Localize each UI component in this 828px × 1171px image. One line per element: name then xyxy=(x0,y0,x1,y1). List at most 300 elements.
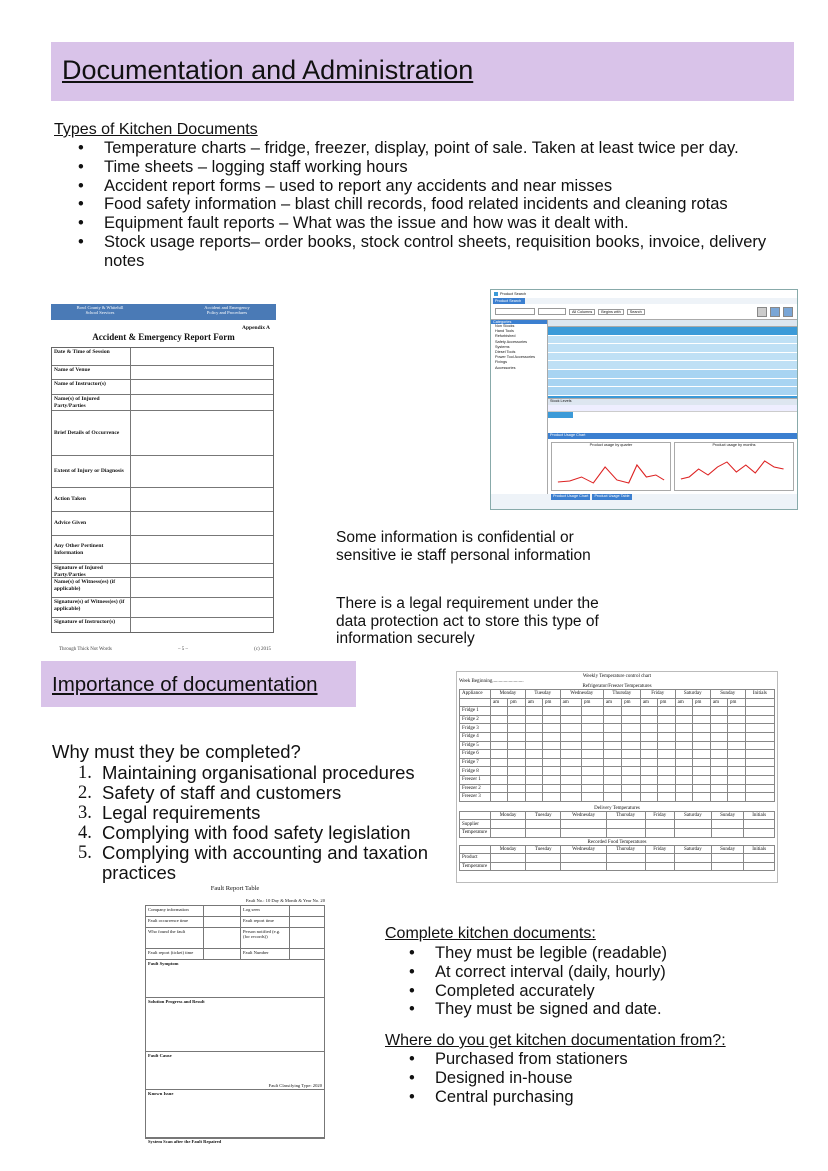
table-row[interactable] xyxy=(548,344,797,353)
category-item[interactable]: Hand Tools xyxy=(495,329,514,334)
fault-label: Log seen xyxy=(241,906,291,916)
temp-cell[interactable] xyxy=(640,750,657,759)
table-row[interactable] xyxy=(548,387,797,396)
temp-cell[interactable] xyxy=(606,828,645,837)
temp-cell[interactable] xyxy=(603,784,621,793)
temp-cell[interactable] xyxy=(675,715,692,724)
list-item: 3. Legal requirements xyxy=(78,802,261,823)
temp-cell[interactable] xyxy=(728,775,746,784)
temp-cell[interactable] xyxy=(658,775,676,784)
table-row[interactable] xyxy=(548,370,797,379)
table-row[interactable] xyxy=(548,327,797,336)
temp-cell[interactable] xyxy=(561,820,606,829)
temp-cell[interactable] xyxy=(622,775,641,784)
temp-cell[interactable] xyxy=(745,793,774,802)
temp-cell[interactable] xyxy=(491,758,508,767)
fault-section: Solution Progress and Result xyxy=(146,998,324,1052)
temp-cell[interactable] xyxy=(745,784,774,793)
temp-cell[interactable] xyxy=(675,767,692,776)
fault-section: System Scan after the Fault Repaired xyxy=(148,1139,222,1144)
temp-cell[interactable] xyxy=(640,784,657,793)
list-item: • Time sheets – logging staff working hours xyxy=(54,158,814,177)
day-header: Saturday xyxy=(674,811,711,820)
temp-cell[interactable] xyxy=(640,715,657,724)
temp-cell[interactable] xyxy=(728,793,746,802)
fault-value[interactable] xyxy=(290,906,324,916)
appliance-label: Fridge 6 xyxy=(460,750,491,759)
temp-cell[interactable] xyxy=(745,732,774,741)
appliance-label: Fridge 7 xyxy=(460,758,491,767)
temp-cell[interactable] xyxy=(525,707,542,716)
window-titlebar xyxy=(491,290,797,298)
delivery-table xyxy=(459,811,775,838)
temp-cell[interactable] xyxy=(543,758,561,767)
category-tree xyxy=(491,320,548,494)
temp-cell[interactable] xyxy=(674,862,711,871)
temp-cell[interactable] xyxy=(728,715,746,724)
temp-cell[interactable] xyxy=(603,732,621,741)
temp-cell[interactable] xyxy=(491,793,508,802)
temp-cell[interactable] xyxy=(658,750,676,759)
form-field-label: Brief Details of Occurrence xyxy=(52,411,131,455)
temp-cell[interactable] xyxy=(526,820,561,829)
temp-cell[interactable] xyxy=(728,750,746,759)
temp-cell[interactable] xyxy=(622,741,641,750)
temp-cell[interactable] xyxy=(491,767,508,776)
temp-cell[interactable] xyxy=(640,707,657,716)
temp-cell[interactable] xyxy=(675,784,692,793)
search-input[interactable] xyxy=(495,308,535,315)
temp-cell[interactable] xyxy=(560,707,581,716)
toolbar-icon[interactable] xyxy=(757,307,767,317)
temp-cell[interactable] xyxy=(560,775,581,784)
temp-cell[interactable] xyxy=(543,707,561,716)
temp-cell[interactable] xyxy=(526,862,561,871)
temp-cell[interactable] xyxy=(710,775,727,784)
temp-cell[interactable] xyxy=(491,724,508,733)
temp-cell[interactable] xyxy=(622,707,641,716)
fridge-table xyxy=(459,689,775,802)
window-title: Product Search xyxy=(500,292,527,296)
temp-cell[interactable] xyxy=(491,732,508,741)
temp-cell[interactable] xyxy=(658,758,676,767)
temp-cell[interactable] xyxy=(581,758,603,767)
temp-cell[interactable] xyxy=(745,741,774,750)
temp-cell[interactable] xyxy=(622,724,641,733)
form-footer-left: Through Thick Not Words xyxy=(59,647,112,652)
temp-cell[interactable] xyxy=(581,715,603,724)
temp-cell[interactable] xyxy=(491,741,508,750)
form-field-value[interactable] xyxy=(131,380,273,394)
temp-cell[interactable] xyxy=(491,820,526,829)
legal-text: There is a legal requirement under the data protection act to store this type of information securely xyxy=(336,595,599,647)
temp-cell[interactable] xyxy=(745,750,774,759)
temp-cell[interactable] xyxy=(710,784,727,793)
temp-cell[interactable] xyxy=(693,758,711,767)
temp-cell[interactable] xyxy=(640,775,657,784)
temp-cell[interactable] xyxy=(728,767,746,776)
temp-cell[interactable] xyxy=(728,784,746,793)
temp-cell[interactable] xyxy=(693,750,711,759)
temp-cell[interactable] xyxy=(543,741,561,750)
fault-value[interactable] xyxy=(290,928,324,948)
table-row[interactable] xyxy=(548,336,797,345)
temp-cell[interactable] xyxy=(711,862,743,871)
form-field-value[interactable] xyxy=(131,395,273,410)
stock-levels-grid xyxy=(548,405,797,433)
temp-cell[interactable] xyxy=(525,750,542,759)
temp-cell[interactable] xyxy=(674,820,711,829)
temp-cell[interactable] xyxy=(744,862,775,871)
category-item[interactable]: Safety Accessories xyxy=(495,339,528,344)
temp-cell[interactable] xyxy=(658,732,676,741)
fault-row xyxy=(146,917,324,928)
category-item[interactable]: Refurbished xyxy=(495,334,516,339)
temp-cell[interactable] xyxy=(710,793,727,802)
fault-value[interactable] xyxy=(204,906,241,916)
temp-cell[interactable] xyxy=(728,707,746,716)
temp-cell[interactable] xyxy=(491,862,526,871)
temp-cell[interactable] xyxy=(526,854,561,863)
temp-cell[interactable] xyxy=(543,775,561,784)
temp-cell[interactable] xyxy=(728,758,746,767)
temp-cell[interactable] xyxy=(745,758,774,767)
temp-cell[interactable] xyxy=(658,715,676,724)
temp-cell[interactable] xyxy=(675,750,692,759)
temp-cell[interactable] xyxy=(728,732,746,741)
window-tab[interactable]: Product Search xyxy=(493,298,525,304)
temp-cell[interactable] xyxy=(645,828,674,837)
ampm-header: pm xyxy=(728,698,746,707)
temp-cell[interactable] xyxy=(622,784,641,793)
list-item: 5. Complying with accounting and taxation practices xyxy=(78,842,428,883)
temp-cell[interactable] xyxy=(603,741,621,750)
day-header: Friday xyxy=(645,811,674,820)
temp-cell[interactable] xyxy=(645,854,674,863)
temp-cell[interactable] xyxy=(606,820,645,829)
temp-cell[interactable] xyxy=(693,724,711,733)
category-item[interactable]: Accessories xyxy=(495,365,516,370)
form-footer-mid: – 5 – xyxy=(178,647,189,652)
ampm-header: am xyxy=(525,698,542,707)
temp-cell[interactable] xyxy=(658,767,676,776)
temp-cell[interactable] xyxy=(525,775,542,784)
temp-cell[interactable] xyxy=(674,854,711,863)
category-item[interactable]: Non Stocks xyxy=(495,324,515,328)
temp-cell[interactable] xyxy=(491,775,508,784)
temp-cell[interactable] xyxy=(491,828,526,837)
temp-cell[interactable] xyxy=(543,767,561,776)
temp-cell[interactable] xyxy=(606,862,645,871)
temp-cell[interactable] xyxy=(675,724,692,733)
fault-label: Fault Number xyxy=(241,949,291,959)
temp-cell[interactable] xyxy=(543,715,561,724)
form-field-value[interactable] xyxy=(131,564,273,577)
form-field-value[interactable] xyxy=(131,618,273,632)
temp-cell[interactable] xyxy=(581,707,603,716)
ampm-header: am xyxy=(491,698,508,707)
category-item[interactable]: Systems xyxy=(495,344,510,349)
temp-cell[interactable] xyxy=(560,784,581,793)
category-item[interactable]: Fixings xyxy=(495,360,508,365)
fault-label: Fault report time xyxy=(241,917,291,927)
appliance-label: Freezer 2 xyxy=(460,784,491,793)
temp-cell[interactable] xyxy=(526,828,561,837)
temp-cell[interactable] xyxy=(581,775,603,784)
temp-cell[interactable] xyxy=(508,732,526,741)
temp-cell[interactable] xyxy=(606,854,645,863)
temp-cell[interactable] xyxy=(581,784,603,793)
temp-cell[interactable] xyxy=(710,758,727,767)
temp-cell[interactable] xyxy=(711,854,743,863)
temp-cell[interactable] xyxy=(508,784,526,793)
list-item: • They must be signed and date. xyxy=(385,1000,805,1019)
temp-cell[interactable] xyxy=(745,715,774,724)
temp-cell[interactable] xyxy=(693,775,711,784)
temp-cell[interactable] xyxy=(581,793,603,802)
temp-cell[interactable] xyxy=(640,724,657,733)
ampm-header: pm xyxy=(658,698,676,707)
temp-cell[interactable] xyxy=(693,793,711,802)
temp-cell[interactable] xyxy=(622,715,641,724)
temp-cell[interactable] xyxy=(491,715,508,724)
temp-cell[interactable] xyxy=(525,793,542,802)
appliance-label: Fridge 5 xyxy=(460,741,491,750)
usage-chart-quarter-plot xyxy=(552,447,670,487)
temp-cell[interactable] xyxy=(561,828,606,837)
temp-cell[interactable] xyxy=(674,828,711,837)
temp-cell[interactable] xyxy=(640,758,657,767)
temp-cell[interactable] xyxy=(543,750,561,759)
category-item[interactable]: Diesel Tools xyxy=(495,350,516,355)
table-row[interactable] xyxy=(548,361,797,370)
temp-cell[interactable] xyxy=(710,715,727,724)
toolbar-icon[interactable] xyxy=(783,307,793,317)
fault-value[interactable] xyxy=(204,917,241,927)
form-field-value[interactable] xyxy=(131,488,273,511)
form-field-value[interactable] xyxy=(131,366,273,379)
temp-cell[interactable] xyxy=(640,793,657,802)
search-button[interactable]: Search xyxy=(627,309,645,315)
temp-cell[interactable] xyxy=(744,854,775,863)
bottom-tab[interactable]: Product Usage Chart xyxy=(553,494,589,498)
temp-cell[interactable] xyxy=(603,707,621,716)
temp-cell[interactable] xyxy=(728,724,746,733)
form-field-value[interactable] xyxy=(131,536,273,563)
fault-value[interactable] xyxy=(204,928,241,948)
temp-cell[interactable] xyxy=(675,775,692,784)
all-columns-button[interactable]: All Columns xyxy=(569,309,595,315)
temp-cell[interactable] xyxy=(508,724,526,733)
temp-cell[interactable] xyxy=(710,724,727,733)
temp-cell[interactable] xyxy=(560,767,581,776)
temp-cell[interactable] xyxy=(622,793,641,802)
fault-value[interactable] xyxy=(204,949,241,959)
temp-cell[interactable] xyxy=(525,741,542,750)
temp-cell[interactable] xyxy=(508,715,526,724)
temp-cell[interactable] xyxy=(745,767,774,776)
temp-cell[interactable] xyxy=(508,775,526,784)
temp-chart-title: Weekly Temperature control chart xyxy=(582,674,652,679)
temp-cell[interactable] xyxy=(645,862,674,871)
temp-cell[interactable] xyxy=(508,758,526,767)
temp-cell[interactable] xyxy=(693,741,711,750)
temp-cell[interactable] xyxy=(622,750,641,759)
temp-cell[interactable] xyxy=(525,784,542,793)
day-header: Wednesday xyxy=(560,690,603,699)
temp-cell[interactable] xyxy=(640,741,657,750)
temp-cell[interactable] xyxy=(658,724,676,733)
temp-cell[interactable] xyxy=(603,793,621,802)
food-table xyxy=(459,845,775,872)
temp-cell[interactable] xyxy=(543,724,561,733)
bottom-tabs xyxy=(491,494,797,500)
temp-cell[interactable] xyxy=(560,741,581,750)
temp-cell[interactable] xyxy=(491,854,526,863)
temp-cell[interactable] xyxy=(710,750,727,759)
temp-cell[interactable] xyxy=(710,707,727,716)
temp-cell[interactable] xyxy=(745,775,774,784)
temp-cell[interactable] xyxy=(560,793,581,802)
temp-cell[interactable] xyxy=(640,732,657,741)
temp-cell[interactable] xyxy=(491,784,508,793)
temp-cell[interactable] xyxy=(710,732,727,741)
form-field-label: Signature of Injured Party/Parties xyxy=(52,564,131,577)
temp-cell[interactable] xyxy=(525,767,542,776)
ampm-header: am xyxy=(560,698,581,707)
graph-tab[interactable]: Product Usage Chart xyxy=(548,433,797,439)
temp-cell[interactable] xyxy=(525,715,542,724)
temp-cell[interactable] xyxy=(675,741,692,750)
temp-cell[interactable] xyxy=(710,741,727,750)
temp-cell[interactable] xyxy=(744,820,775,829)
form-field-label: Name(s) of Witness(es) (if applicable) xyxy=(52,578,131,597)
form-field-value[interactable] xyxy=(131,598,273,617)
temp-cell[interactable] xyxy=(581,741,603,750)
day-header: Monday xyxy=(491,811,526,820)
form-field-value[interactable] xyxy=(131,456,273,487)
begins-with-button[interactable]: Begins with xyxy=(598,309,623,315)
temp-cell[interactable] xyxy=(508,741,526,750)
category-item[interactable]: Power Tool Accessories xyxy=(495,355,536,360)
temp-cell[interactable] xyxy=(581,732,603,741)
temp-cell[interactable] xyxy=(560,724,581,733)
temp-cell[interactable] xyxy=(603,715,621,724)
search-input-2[interactable] xyxy=(538,308,566,315)
list-item: • Completed accurately xyxy=(385,982,805,1001)
temp-cell[interactable] xyxy=(543,784,561,793)
ampm-header: am xyxy=(675,698,692,707)
temp-cell[interactable] xyxy=(603,758,621,767)
temp-cell[interactable] xyxy=(603,750,621,759)
temp-cell[interactable] xyxy=(508,767,526,776)
temp-cell[interactable] xyxy=(645,820,674,829)
form-field-value[interactable] xyxy=(131,512,273,535)
temp-cell[interactable] xyxy=(728,741,746,750)
temp-cell[interactable] xyxy=(675,732,692,741)
temp-cell[interactable] xyxy=(508,793,526,802)
temp-cell[interactable] xyxy=(581,750,603,759)
temp-cell[interactable] xyxy=(658,741,676,750)
form-field-value[interactable] xyxy=(131,578,273,597)
table-row[interactable] xyxy=(548,353,797,362)
temp-cell[interactable] xyxy=(543,793,561,802)
temp-cell[interactable] xyxy=(543,732,561,741)
bottom-tab[interactable]: Product Usage Table xyxy=(594,494,630,498)
grid-header xyxy=(548,320,797,327)
temp-cell[interactable] xyxy=(525,758,542,767)
temp-cell[interactable] xyxy=(658,793,676,802)
temp-cell[interactable] xyxy=(560,732,581,741)
reason-text: Safety of staff and customers xyxy=(102,782,342,803)
temp-cell[interactable] xyxy=(560,715,581,724)
temp-cell[interactable] xyxy=(744,828,775,837)
temp-cell[interactable] xyxy=(658,784,676,793)
temp-cell[interactable] xyxy=(508,750,526,759)
temp-cell[interactable] xyxy=(693,707,711,716)
day-header: Friday xyxy=(640,690,675,699)
usage-line xyxy=(681,461,784,479)
temp-cell[interactable] xyxy=(640,767,657,776)
toolbar-icon[interactable] xyxy=(770,307,780,317)
day-header: Initials xyxy=(745,690,774,699)
temp-cell[interactable] xyxy=(491,707,508,716)
temp-cell[interactable] xyxy=(561,854,606,863)
temp-cell[interactable] xyxy=(675,707,692,716)
temp-cell[interactable] xyxy=(711,828,743,837)
temp-cell[interactable] xyxy=(693,784,711,793)
temp-cell[interactable] xyxy=(622,732,641,741)
fault-value[interactable] xyxy=(290,949,324,959)
list-item: • At correct interval (daily, hourly) xyxy=(385,963,805,982)
temp-cell[interactable] xyxy=(745,707,774,716)
temp-cell[interactable] xyxy=(581,767,603,776)
form-field-value[interactable] xyxy=(131,348,273,365)
temp-cell[interactable] xyxy=(525,732,542,741)
temp-cell[interactable] xyxy=(508,707,526,716)
temp-cell[interactable] xyxy=(675,793,692,802)
temp-cell[interactable] xyxy=(622,767,641,776)
temp-cell[interactable] xyxy=(525,724,542,733)
temp-cell[interactable] xyxy=(622,758,641,767)
temp-cell[interactable] xyxy=(491,750,508,759)
fault-label: Fault occurrence time xyxy=(146,917,204,927)
temp-cell[interactable] xyxy=(581,724,603,733)
temp-cell[interactable] xyxy=(560,750,581,759)
temp-cell[interactable] xyxy=(603,775,621,784)
fault-label: Person notified (e.g. (for records)) xyxy=(241,928,291,948)
temp-cell[interactable] xyxy=(693,732,711,741)
reasons-list xyxy=(52,763,462,883)
temp-cell[interactable] xyxy=(693,715,711,724)
reason-text: Complying with food safety legislation xyxy=(102,822,411,843)
form-field-label: Signature of Instructor(s) xyxy=(52,618,131,632)
temp-cell[interactable] xyxy=(561,862,606,871)
temp-cell[interactable] xyxy=(603,767,621,776)
table-row[interactable] xyxy=(548,379,797,388)
temp-cell[interactable] xyxy=(675,758,692,767)
temp-cell[interactable] xyxy=(710,767,727,776)
form-org-left: Bowl County & Whitehill School Services xyxy=(76,305,124,315)
temp-cell[interactable] xyxy=(711,820,743,829)
temp-cell[interactable] xyxy=(560,758,581,767)
temp-cell[interactable] xyxy=(693,767,711,776)
list-item: • Designed in-house xyxy=(385,1069,805,1088)
temp-cell[interactable] xyxy=(745,724,774,733)
temp-cell[interactable] xyxy=(603,724,621,733)
fault-value[interactable] xyxy=(290,917,324,927)
temp-cell[interactable] xyxy=(658,707,676,716)
